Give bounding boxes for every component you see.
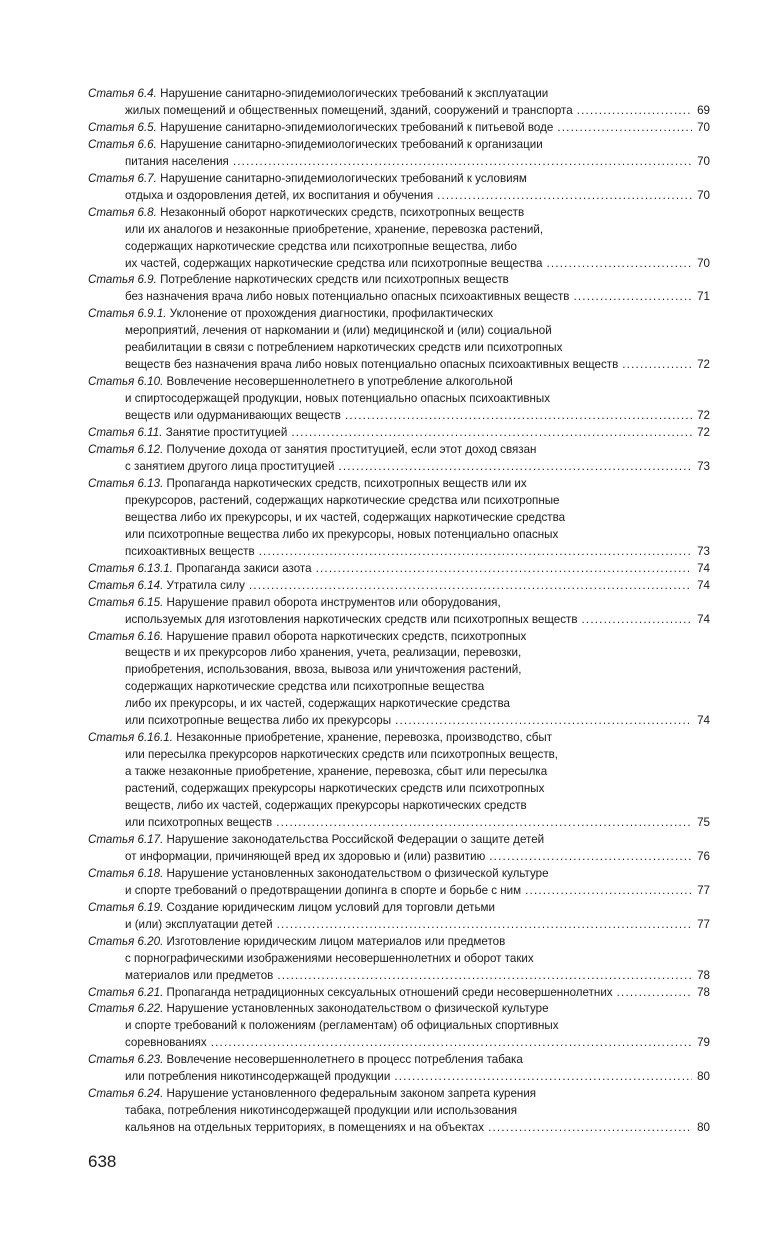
entry-title-text: Нарушение санитарно-эпидемиологических требований к эксплуатации — [160, 87, 549, 100]
toc-entry-line — [88, 1035, 710, 1052]
entry-title-text: Незаконные приобретение, хранение, перевозка, производство, сбыт — [176, 731, 553, 745]
toc-entry — [88, 442, 710, 476]
toc-entry — [88, 205, 710, 273]
toc-entry-line — [88, 188, 710, 205]
page-reference: 72 — [697, 409, 710, 423]
dot-leader — [581, 612, 692, 629]
toc-entry-text — [125, 1069, 390, 1086]
dot-leader — [211, 1035, 692, 1052]
toc-entry-line — [88, 289, 710, 306]
entry-title-text: содержащих наркотические средства или психотропные вещества, либо — [125, 239, 517, 253]
toc-entry-text — [125, 1035, 207, 1052]
entry-title-text: веществ или одурманивающих веществ — [125, 409, 341, 423]
toc-entry-line — [88, 510, 710, 527]
page-reference: 74 — [697, 714, 710, 728]
toc-entry-text — [125, 103, 573, 120]
toc-entry-line — [88, 340, 710, 357]
toc-entry-line — [88, 968, 710, 985]
toc-entry-line — [88, 493, 710, 510]
entry-title-text: без назначения врача либо новых потенциально опасных психоактивных веществ — [125, 290, 570, 304]
entry-title-text: или психотропных веществ — [125, 815, 273, 829]
entry-title-text: от информации, причиняющей вред их здоровью и (или) развитию — [125, 849, 486, 863]
toc-entry-line — [88, 832, 710, 849]
page-reference: 76 — [697, 849, 710, 863]
page-reference: 77 — [697, 917, 710, 931]
entry-title-text: Пропаганда нетрадиционных сексуальных отношений среди несовершеннолетних — [166, 985, 613, 999]
toc-entry-line — [88, 137, 710, 154]
entry-title-text: мероприятий, лечения от наркомании и (или) медицинской и (или) социальной — [125, 324, 552, 338]
toc-entry-line — [88, 442, 710, 459]
dot-leader — [547, 256, 693, 273]
toc-entry-line — [88, 662, 710, 679]
entry-title-text: веществ, либо их частей, содержащих прекурсоры наркотических средств — [125, 799, 527, 813]
toc-entry-line — [88, 679, 710, 696]
entry-title-text: приобретения, использования, ввоза, вывоза или уничтожения растений, — [125, 663, 522, 677]
toc-entry-text — [125, 849, 485, 866]
toc-entry — [88, 86, 710, 120]
dot-leader — [277, 917, 692, 934]
toc-entry-line — [88, 730, 710, 747]
toc-entry — [88, 1001, 710, 1052]
toc-entry — [88, 934, 710, 985]
entry-title-text: и спиртосодержащей продукции, новых потенциально опасных психоактивных — [125, 392, 551, 406]
entry-title-text: или психотропные вещества либо их прекурсоры — [125, 714, 392, 728]
toc-entry — [88, 561, 710, 578]
toc-entry-line — [88, 459, 710, 476]
article-number: Статья 6.16. — [88, 629, 164, 643]
entry-title-text: Незаконный оборот наркотических средств, психотропных веществ — [160, 205, 525, 219]
entry-title-text: и спорте требований к положениям (регламентам) об официальных спортивных — [125, 1019, 559, 1033]
entry-title-text: или их аналогов и незаконные приобретение, хранение, перевозка растений, — [125, 222, 544, 236]
toc-entry-text — [125, 612, 577, 629]
entry-title-text: или пересылка прекурсоров наркотических средств или психотропных веществ, — [125, 748, 559, 762]
article-number: Статья 6.9. — [88, 273, 157, 287]
toc-entry-line — [88, 544, 710, 561]
page-reference: 70 — [697, 256, 710, 270]
toc-entry — [88, 476, 710, 561]
toc-entry — [88, 1086, 710, 1137]
toc-entry — [88, 1052, 710, 1086]
toc-entry-line — [88, 86, 710, 103]
toc-entry — [88, 272, 710, 306]
toc-entry-line — [88, 425, 710, 442]
entry-title-text: Занятие проституцией — [165, 426, 288, 440]
toc-entry — [88, 171, 710, 205]
toc-entry-text — [125, 968, 273, 985]
entry-title-text: их частей, содержащих наркотические средства или психотропные вещества — [125, 256, 543, 270]
entry-title-text: Нарушение санитарно-эпидемиологических требований к условиям — [160, 171, 527, 185]
dot-leader — [557, 120, 692, 137]
toc-entry-line — [88, 222, 710, 239]
toc-entry — [88, 866, 710, 900]
toc-entry-text — [125, 256, 543, 273]
dot-leader — [488, 1120, 692, 1137]
toc-entry-line — [88, 1001, 710, 1018]
toc-entry-line — [88, 374, 710, 391]
entry-title-text: Нарушение законодательства Российской Федерации о защите детей — [166, 832, 545, 846]
toc-entry-line — [88, 476, 710, 493]
article-number: Статья 6.16.1. — [88, 731, 173, 745]
toc-entry-line — [88, 103, 710, 120]
entry-title-text: Нарушение санитарно-эпидемиологических требований к организации — [160, 137, 543, 151]
toc-entry-line — [88, 323, 710, 340]
entry-title-text: веществ без назначения врача либо новых потенциально опасных психоактивных веществ — [125, 358, 619, 372]
article-number: Статья 6.15. — [88, 595, 164, 609]
toc-entry-text — [125, 188, 433, 205]
toc-entry-line — [88, 764, 710, 781]
page-reference: 78 — [697, 968, 710, 982]
article-number: Статья 6.19. — [88, 900, 164, 914]
toc-entry-line — [88, 713, 710, 730]
toc-entry-line — [88, 951, 710, 968]
toc-entry-line — [88, 985, 710, 1002]
toc-entry-line — [88, 391, 710, 408]
entry-title-text: Нарушение установленных законодательством о физической культуре — [166, 1002, 549, 1016]
toc-entry-line — [88, 934, 710, 951]
entry-title-text: с занятием другого лица проституцией — [125, 459, 335, 473]
toc-entry-line — [88, 866, 710, 883]
page-reference: 70 — [697, 188, 710, 202]
entry-title-text: содержащих наркотические средства или психотропные вещества — [125, 680, 485, 694]
toc-entry-line — [88, 1120, 710, 1137]
toc-entry-text — [88, 120, 553, 137]
page-reference: 80 — [697, 1070, 710, 1084]
article-number: Статья 6.22. — [88, 1002, 164, 1016]
toc-entry-line — [88, 578, 710, 595]
toc-entry-text — [125, 815, 272, 832]
toc-entry-text — [88, 561, 312, 578]
toc-entry — [88, 730, 710, 832]
toc-entry-line — [88, 171, 710, 188]
toc-entry-text — [88, 578, 245, 595]
article-number: Статья 6.12. — [88, 443, 164, 457]
page-reference: 72 — [697, 358, 710, 372]
article-number: Статья 6.6. — [88, 137, 157, 151]
toc-entry — [88, 425, 710, 442]
entry-title-text: жилых помещений и общественных помещений, зданий, сооружений и транспорта — [125, 103, 573, 117]
page-reference: 74 — [697, 578, 710, 592]
toc-entry-line — [88, 900, 710, 917]
entry-title-text: Уклонение от прохождения диагностики, профилактических — [169, 307, 494, 321]
article-number: Статья 6.14. — [88, 578, 164, 592]
entry-title-text: материалов или предметов — [125, 968, 274, 982]
article-number: Статья 6.18. — [88, 866, 164, 880]
article-number: Статья 6.13. — [88, 476, 164, 490]
toc-entry-line — [88, 239, 710, 256]
toc-entry-line — [88, 883, 710, 900]
page-reference: 73 — [697, 459, 710, 473]
dot-leader — [345, 408, 692, 425]
entry-title-text: веществ и их прекурсоров либо хранения, учета, реализации, перевозки, — [125, 646, 522, 660]
entry-title-text: а также незаконные приобретение, хранение, перевозка, сбыт или пересылка — [125, 765, 548, 779]
dot-leader — [394, 1069, 692, 1086]
toc-entry-line — [88, 1069, 710, 1086]
toc-entry-text — [88, 985, 613, 1002]
toc-entry — [88, 120, 710, 137]
entry-title-text: психоактивных веществ — [125, 544, 255, 558]
toc-entry-line — [88, 849, 710, 866]
entry-title-text: Пропаганда наркотических средств, психотропных веществ или их — [166, 476, 527, 490]
page-reference: 70 — [697, 120, 710, 134]
toc-entry-text — [125, 408, 341, 425]
toc-entry-line — [88, 527, 710, 544]
toc-entry-text — [125, 154, 229, 171]
page-reference: 70 — [697, 154, 710, 168]
entry-title-text: табака, потребления никотинсодержащей продукции или использования — [125, 1104, 518, 1118]
toc-entry-line — [88, 781, 710, 798]
entry-title-text: Изготовление юридическим лицом материалов или предметов — [166, 934, 506, 948]
dot-leader — [259, 544, 692, 561]
entry-title-text: или психотропные вещества либо их прекурсоры, новых потенциально опасных — [125, 527, 559, 541]
toc-entry-line — [88, 561, 710, 578]
page-reference: 74 — [697, 561, 710, 575]
toc-entry — [88, 629, 710, 731]
toc-entry-line — [88, 120, 710, 137]
entry-title-text: Создание юридическим лицом условий для торговли детьми — [166, 900, 495, 914]
toc-entry-text — [125, 883, 521, 900]
toc-entry-line — [88, 1018, 710, 1035]
article-number: Статья 6.9.1. — [88, 307, 167, 321]
toc-entry-line — [88, 645, 710, 662]
toc-entry-line — [88, 1103, 710, 1120]
entry-title-text: Получение дохода от занятия проституцией, если этот доход связан — [166, 443, 537, 457]
page-reference: 78 — [697, 985, 710, 999]
toc-entry-text — [125, 544, 255, 561]
page-reference: 80 — [697, 1121, 710, 1135]
page-number: 638 — [88, 1152, 117, 1171]
entry-title-text: либо их прекурсоры, и их частей, содержащих наркотические средства — [125, 697, 510, 711]
entry-title-text: соревнованиях — [125, 1036, 207, 1050]
article-number: Статья 6.4. — [88, 87, 157, 100]
dot-leader — [249, 578, 692, 595]
entry-title-text: растений, содержащих прекурсоры наркотических средств или психотропных — [125, 782, 545, 796]
toc-entry-line — [88, 272, 710, 289]
entry-title-text: Потребление наркотических средств или психотропных веществ — [160, 273, 509, 287]
toc-entry — [88, 137, 710, 171]
article-number: Статья 6.20. — [88, 934, 164, 948]
entry-title-text: Пропаганда закиси азота — [176, 561, 312, 575]
article-number: Статья 6.7. — [88, 171, 157, 185]
entry-title-text: прекурсоров, растений, содержащих наркотические средства или психотропные — [125, 493, 560, 507]
entry-title-text: кальянов на отдельных территориях, в помещениях и на объектах — [125, 1121, 485, 1135]
toc-entry-line — [88, 154, 710, 171]
toc-entry-line — [88, 357, 710, 374]
toc-entry-text — [125, 917, 273, 934]
article-number: Статья 6.8. — [88, 205, 157, 219]
toc-entry-line — [88, 256, 710, 273]
dot-leader — [277, 968, 692, 985]
toc-entry-text — [125, 459, 334, 476]
entry-title-text: питания населения — [125, 154, 229, 168]
dot-leader — [316, 561, 692, 578]
article-number: Статья 6.11. — [88, 426, 163, 440]
entry-title-text: используемых для изготовления наркотических средств или психотропных веществ — [125, 612, 578, 626]
entry-title-text: Нарушение установленного федеральным законом запрета курения — [166, 1087, 537, 1101]
article-number: Статья 6.5. — [88, 120, 157, 134]
entry-title-text: отдыха и оздоровления детей, их воспитания и обучения — [125, 188, 434, 202]
article-number: Статья 6.13.1. — [88, 561, 173, 575]
toc-entry — [88, 985, 710, 1002]
entry-title-text: Нарушение установленных законодательством о физической культуре — [166, 866, 549, 880]
dot-leader — [291, 425, 692, 442]
article-number: Статья 6.21. — [88, 985, 164, 999]
toc-entry — [88, 306, 710, 374]
dot-leader — [573, 289, 692, 306]
entry-title-text: Нарушение правил оборота инструментов или оборудования, — [166, 595, 501, 609]
entry-title-text: Вовлечение несовершеннолетнего в процесс потребления табака — [166, 1053, 523, 1067]
page-reference: 69 — [697, 103, 710, 117]
toc-entry — [88, 832, 710, 866]
entry-title-text: вещества либо их прекурсоры, и их частей, содержащих наркотические средства — [125, 510, 566, 524]
toc-entry-line — [88, 696, 710, 713]
toc-entry-line — [88, 815, 710, 832]
toc-entry-line — [88, 917, 710, 934]
entry-title-text: Утратила силу — [166, 578, 245, 592]
page-reference: 74 — [697, 612, 710, 626]
entry-title-text: Нарушение санитарно-эпидемиологических требований к питьевой воде — [160, 120, 554, 134]
toc-entry — [88, 578, 710, 595]
entry-title-text: и (или) эксплуатации детей — [125, 917, 273, 931]
toc-entry-text — [125, 713, 391, 730]
toc-entry-text — [125, 1120, 484, 1137]
toc-entry-line — [88, 1086, 710, 1103]
entry-title-text: и спорте требований о предотвращении допинга в спорте и борьбе с ним — [125, 883, 522, 897]
dot-leader — [525, 883, 692, 900]
dot-leader — [437, 188, 692, 205]
toc-entry — [88, 374, 710, 425]
entry-title-text: Вовлечение несовершеннолетнего в употребление алкогольной — [166, 375, 513, 389]
toc-entry-line — [88, 747, 710, 764]
page-reference: 73 — [697, 544, 710, 558]
page-reference: 72 — [697, 426, 710, 440]
toc-entry-line — [88, 306, 710, 323]
toc-entry-text — [88, 425, 287, 442]
entry-title-text: или потребления никотинсодержащей продукции — [125, 1070, 391, 1084]
dot-leader — [233, 154, 692, 171]
page-reference: 77 — [697, 883, 710, 897]
toc-entry — [88, 900, 710, 934]
table-of-contents — [88, 86, 710, 1137]
dot-leader — [338, 459, 692, 476]
toc-entry-line — [88, 408, 710, 425]
page-reference: 71 — [697, 290, 710, 304]
article-number: Статья 6.17. — [88, 832, 164, 846]
toc-entry-line — [88, 595, 710, 612]
toc-entry-line — [88, 629, 710, 646]
entry-title-text: Нарушение правил оборота наркотических средств, психотропных — [166, 629, 527, 643]
toc-entry-line — [88, 205, 710, 222]
dot-leader — [276, 815, 692, 832]
article-number: Статья 6.10. — [88, 375, 164, 389]
toc-entry-text — [125, 289, 569, 306]
dot-leader — [617, 985, 692, 1002]
dot-leader — [577, 103, 692, 120]
toc-entry — [88, 595, 710, 629]
toc-entry-line — [88, 798, 710, 815]
toc-entry-text — [125, 357, 618, 374]
article-number: Статья 6.23. — [88, 1053, 164, 1067]
dot-leader — [489, 849, 692, 866]
toc-entry-line — [88, 612, 710, 629]
page-reference: 79 — [697, 1036, 710, 1050]
toc-entry-line — [88, 1052, 710, 1069]
article-number: Статья 6.24. — [88, 1087, 164, 1101]
entry-title-text: с порнографическими изображениями несовершеннолетних и оборот таких — [125, 951, 534, 965]
dot-leader — [622, 357, 692, 374]
dot-leader — [395, 713, 692, 730]
entry-title-text: реабилитации в связи с потреблением наркотических средств или психотропных — [125, 341, 563, 355]
page-reference: 75 — [697, 815, 710, 829]
